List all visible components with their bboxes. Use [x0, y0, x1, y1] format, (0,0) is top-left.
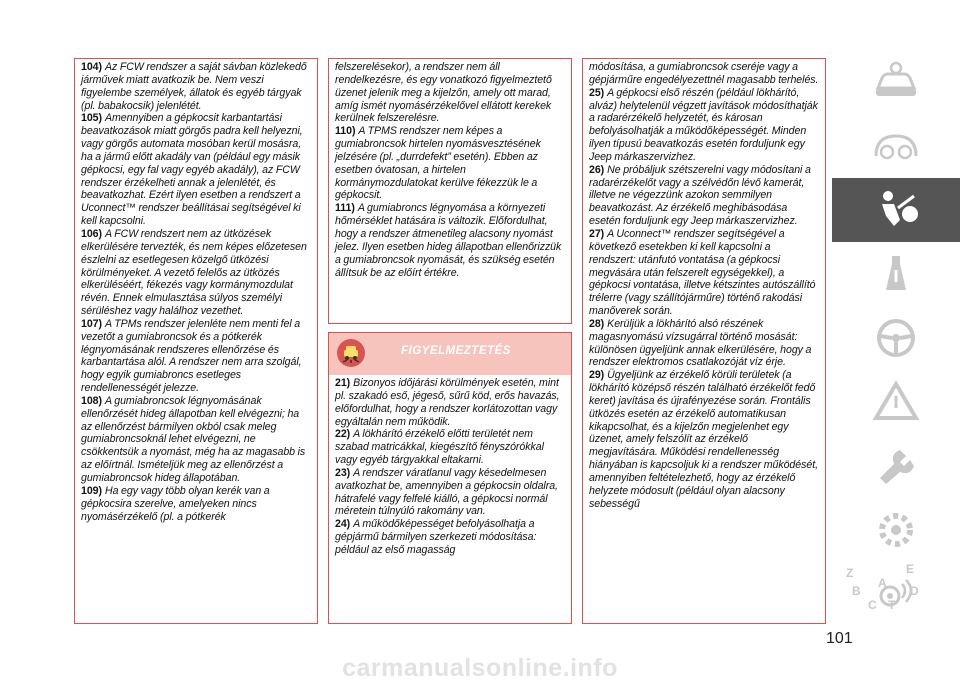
note-number: 22) [335, 428, 351, 441]
dashboard-gauges-icon[interactable] [832, 114, 960, 178]
index-letter: D [910, 584, 919, 598]
note-text: Ne próbáljuk szétszerelni vagy módosítani a radarérzékelőt vagy a szélvédőn lévő kamerát, illetve ne végezzünk azokon semmilyen beavatkozást. Az érzékelő meghibásodása esetén forduljunk egy Jeep márkaszervizhez. [589, 163, 811, 228]
note-text: A gumiabroncsok légnyomásának ellenőrzését hideg állapotban kell elvégezni; ha az ellenőrzést bármilyen okból csak meleg gumiabroncsoknál lehet elvégezni, ne csökkentsük a nyomást, még ha az magasabb is az előírtnál. Ismételjük meg az ellenőrzést a gumiabroncsok hideg állapotában. [81, 394, 306, 484]
note-paragraph [81, 228, 311, 318]
note-paragraph [335, 61, 565, 125]
note-paragraph [335, 467, 565, 518]
safety-airbag-icon[interactable] [832, 178, 960, 242]
watermark: carmanualsonline.info [342, 654, 618, 682]
note-number: 110) [335, 125, 356, 138]
note-text: módosítása, a gumiabroncsok cseréje vagy a gépjárműre engedélyezettnél magasabb terhelés. [589, 61, 819, 86]
note-number: 106) [81, 227, 103, 240]
note-paragraph [335, 518, 565, 557]
technical-data-icon[interactable] [832, 498, 960, 562]
note-text: Bizonyos időjárási körülmények esetén, mint pl. szakadó eső, jégeső, sűrű köd, erős havazás, előfordulhat, hogy a rendszer korlátozottan vagy egyáltalán nem működik. [335, 377, 560, 428]
index-letter: B [852, 584, 861, 598]
note-text: A Uconnect™ rendszer segítségével a következő esetekben ki kell kapcsolni a rendszert: utánfutó vontatása (a gépkocsi megvására után felszerelt egységekkel), a gépkocsi vontatása, illetve kétszintes autószállító trélerre (vagy szállítójárműre) történő rakodási manőverek során. [589, 227, 816, 318]
note-text: A működőképességet befolyásolhatja a gépjármű bármilyen szerkezeti módosítása: például az első magasság [335, 518, 537, 556]
note-number: 111) [335, 202, 355, 215]
note-text: A TPMS rendszer nem képes a gumiabroncsok hirtelen nyomásvesztésének jelzésére (pl. „durrdefekt” esetén). Ebben az esetben óvatosan, a hirtelen kormánymozdulatokat kerülve fékezzük le a gépkocsit. [335, 125, 541, 202]
note-paragraph [81, 318, 311, 395]
text-column-4 [582, 58, 826, 624]
note-text: Kerüljük a lökhárító alsó részének magasnyomású vízsugárral történő mosását: különösen ügyeljünk annak elkerülésére, hogy a rendszer elektromos csatlakozóját víz érje. [589, 317, 812, 369]
note-text: A rendszer váratlanul vagy késedelmesen avatkozhat be, amennyiben a gépkocsin oldalra, hátrafelé vagy felfelé kiálló, a gépkocsi normál méretein túlnyúló rakomány van. [335, 466, 558, 518]
start-drive-icon[interactable] [832, 242, 960, 306]
note-number: 24) [335, 518, 351, 531]
index-letters-icon[interactable] [840, 562, 950, 616]
note-number: 21) [335, 377, 351, 389]
index-letter: E [906, 562, 915, 576]
note-paragraph [81, 485, 311, 524]
index-letter: Z [846, 566, 854, 580]
note-number: 28) [589, 317, 605, 330]
note-number: 104) [81, 61, 103, 73]
note-paragraph [589, 369, 819, 510]
note-text: A gumiabroncs légnyomása a környezeti hőmérséklet hatására is változik. Előfordulhat, hogy a rendszer átmenetileg alacsony nyomást jelez. Ilyen esetben hideg állapotban ellenőrizzük a gumiabroncsok nyomását, és szükség esetén állítsuk be az előírt értékre. [335, 202, 562, 279]
note-paragraph [81, 395, 311, 485]
note-number: 108) [81, 394, 103, 407]
note-text: Amennyiben a gépkocsit karbantartási beavatkozások miatt görgős padra kell helyezni, vagy görgős automata mosóban kerül mosásra, ha a jármű előtt akadály van (például egy másik gépkocsi, egy fal vagy egyéb akadály), az FCW rendszer érzékelheti annak a jelenlétét, és beavatkozhat. Ezért ilyen esetben a rendszert a Uconnect™ rendszer beállításai segítségével ki kell kapcsolni. [81, 112, 303, 228]
text-column-1 [74, 58, 318, 624]
note-text: A lökhárító érzékelő előtti területét nem szabad matricákkal, kiegészítő fényszórókkal vagy egyéb tárgyakkal eltakarni. [335, 428, 544, 467]
note-paragraph [335, 428, 565, 467]
note-paragraph [589, 87, 819, 164]
note-number: 105) [81, 112, 103, 125]
note-number: 29) [589, 369, 605, 382]
note-text: Ha egy vagy több olyan kerék van a gépkocsira szerelve, amelyeken nincs nyomásérzékelő (pl. a pótkerék [81, 484, 270, 523]
index-letter: C [868, 598, 877, 612]
note-paragraph [81, 61, 311, 112]
note-paragraph [335, 202, 565, 279]
note-paragraph [81, 112, 311, 228]
page-number: 101 [826, 630, 853, 647]
emergency-triangle-icon[interactable] [832, 370, 960, 434]
text-column-3 [328, 375, 572, 624]
note-paragraph [335, 125, 565, 202]
car-info-icon[interactable] [832, 50, 960, 114]
note-text: Az FCW rendszer a saját sávban közlekedő járművek miatt avatkozik be. Nem veszi figyelembe személyek, állatok és egyéb tárgyak (pl. babakocsik) jelenlétét. [81, 61, 307, 112]
note-number: 25) [589, 86, 605, 99]
note-paragraph [589, 164, 819, 228]
note-paragraph [589, 61, 819, 87]
note-text: A TPMs rendszer jelenléte nem menti fel a vezetőt a gumiabroncsok és a pótkerék légnyomásának rendszeres ellenőrzése és karbantartása alól. A rendszer nem arra szolgál, hogy egyik gumiabroncs esetleges rendellenességét jelezze. [81, 317, 302, 395]
index-letter: A [878, 576, 887, 590]
note-text: A FCW rendszert nem az ütközések elkerülésére tervezték, és nem képes előzetesen észlelni az esetlegesen közelgő ütközési körülményeket. A vezető felelős az ütközés elkerüléséért, fékezés vagy kormánymozdulat révén. Ennek elmulasztása súlyos személyi sérüléshez vagy halálhoz vezethet. [81, 227, 307, 318]
note-text: Ügyeljünk az érzékelő körüli területek (a lökhárító középső részén található érzékelőt fedő keret) javítása és újrafényezése során. Frontális ütközés esetén az érzékelő automatikusan kikapcsolhat, és a kijelzőn megjelenhet egy üzenet, amely felszólít az érzékelő megjavítására. Működési rendellenesség hiányában is kapcsoljuk ki a rendszer működését, amennyiben feltételezhető, hogy az érzékelő helyzete módosult (például olyan alacsony sebességű [589, 369, 818, 510]
note-paragraph [589, 318, 819, 369]
steering-wheel-icon[interactable] [832, 306, 960, 370]
text-column-2 [328, 58, 572, 324]
note-paragraph [335, 377, 565, 428]
note-number: 109) [81, 484, 103, 497]
note-number: 26) [589, 163, 605, 176]
warning-car-icon [337, 339, 365, 367]
warning-title: FIGYELMEZTETÉS [401, 345, 511, 357]
note-number: 107) [81, 317, 103, 330]
note-number: 27) [589, 227, 605, 240]
note-text: felszerelésekor), a rendszer nem áll rendelkezésre, és egy vonatkozó figyelmeztető üzenet jelenik meg a kijelzőn, amely ott marad, amíg ismét nyomásérzékelővel ellátott kerekek kerülnek felszerelésre. [335, 61, 552, 125]
note-text: A gépkocsi első részén (például lökhárító, alváz) helytelenül végzett javítások módosíthatják a radarérzékelő helyzetét, és károsan befolyásolhatják a működőképességét. Minden ilyen típusú beavatkozás esetén forduljunk egy Jeep márkaszervizhez. [589, 86, 818, 163]
index-letter: T [888, 598, 896, 612]
warning-header [328, 332, 572, 375]
maintenance-icon[interactable] [832, 434, 960, 498]
note-paragraph [589, 228, 819, 318]
chapter-sidebar [832, 50, 960, 616]
note-number: 23) [335, 466, 351, 479]
